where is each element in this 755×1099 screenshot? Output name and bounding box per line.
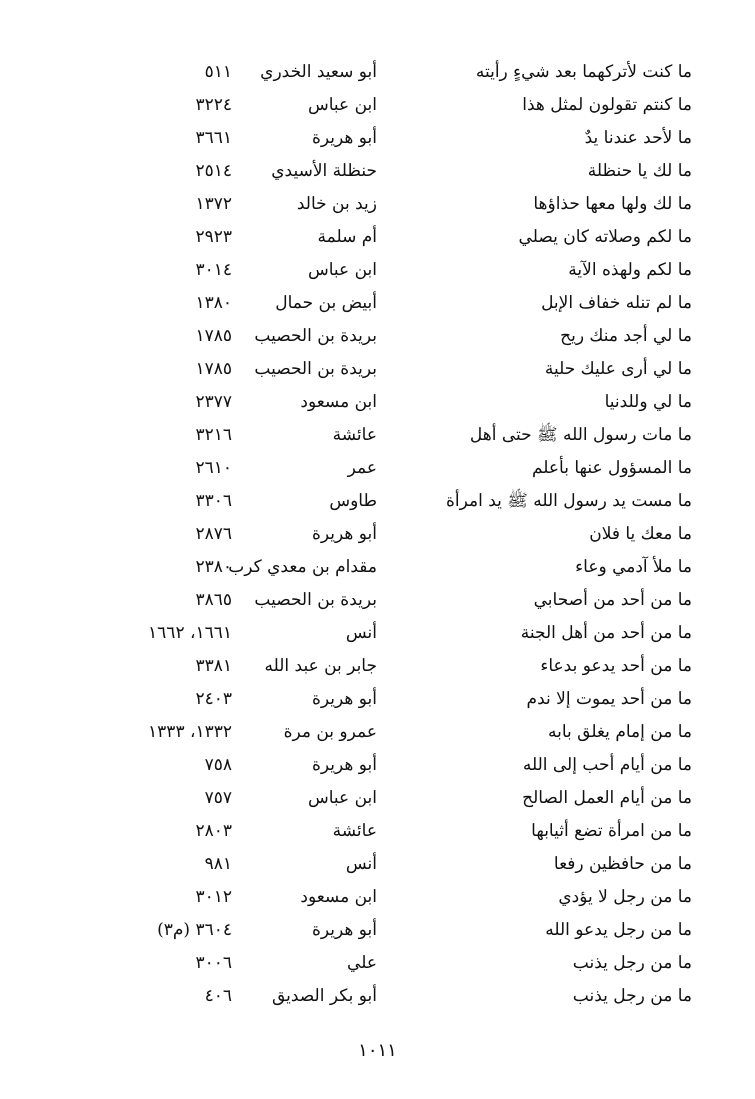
narrator-name: أنس — [345, 623, 377, 643]
hadith-number: ٣٦٠٤ (م٣) — [157, 920, 232, 940]
hadith-text: ما من أيام أحب إلى الله — [522, 755, 692, 775]
narrator-name: أم سلمة — [317, 227, 377, 247]
hadith-number: ٣٣٠٦ — [195, 491, 232, 511]
hadith-number: ٣٠١٤ — [195, 260, 232, 280]
hadith-text: ما لك يا حنظلة — [587, 161, 692, 181]
hadith-text: ما لي وللدنيا — [604, 392, 692, 412]
narrator-name: أبو هريرة — [311, 755, 377, 775]
hadith-number: ٧٥٧ — [204, 788, 232, 808]
narrator-name: ابن عباس — [307, 788, 377, 808]
hadith-number: ٣٨٦٥ — [195, 590, 232, 610]
hadith-text: ما من أيام العمل الصالح — [522, 788, 692, 808]
hadith-text: ما معك يا فلان — [589, 524, 692, 544]
hadith-number: ١٦٦١، ١٦٦٢ — [148, 623, 232, 643]
index-row — [120, 551, 692, 584]
hadith-index-table — [120, 56, 692, 1013]
narrator-name: عائشة — [332, 425, 377, 445]
hadith-text: ما من امرأة تضع أثيابها — [531, 821, 692, 841]
index-row — [120, 155, 692, 188]
index-row — [120, 848, 692, 881]
hadith-text: ما لي أرى عليك حلية — [544, 359, 692, 379]
hadith-text: ما المسؤول عنها بأعلم — [531, 458, 692, 478]
index-row — [120, 749, 692, 782]
hadith-number: ٢٨٠٣ — [195, 821, 232, 841]
index-row — [120, 254, 692, 287]
index-row — [120, 386, 692, 419]
index-row — [120, 650, 692, 683]
hadith-number: ٥١١ — [204, 62, 232, 82]
narrator-name: أبو هريرة — [311, 128, 377, 148]
hadith-text: ما مست يد رسول الله ﷺ يد امرأة — [446, 491, 692, 511]
index-row — [120, 188, 692, 221]
narrator-name: أبو هريرة — [311, 920, 377, 940]
hadith-text: ما لم تنله خفاف الإبل — [541, 293, 692, 313]
narrator-name: ابن عباس — [307, 95, 377, 115]
index-row — [120, 881, 692, 914]
hadith-number: ٢٦١٠ — [195, 458, 232, 478]
hadith-text: ما لكم وصلاته كان يصلي — [518, 227, 692, 247]
hadith-text: ما من أحد يدعو بدعاء — [540, 656, 692, 676]
hadith-text: ما من أحد من أهل الجنة — [520, 623, 692, 643]
narrator-name: أبو سعيد الخدري — [260, 62, 377, 82]
narrator-name: أنس — [345, 854, 377, 874]
index-row — [120, 485, 692, 518]
narrator-name: ابن عباس — [307, 260, 377, 280]
index-row — [120, 980, 692, 1013]
index-row — [120, 89, 692, 122]
index-row — [120, 56, 692, 89]
hadith-text: ما من أحد يموت إلا ندم — [526, 689, 692, 709]
hadith-text: ما من رجل يدعو الله — [545, 920, 692, 940]
hadith-number: ٣٠١٢ — [195, 887, 232, 907]
narrator-name: زيد بن خالد — [296, 194, 377, 214]
index-row — [120, 353, 692, 386]
index-row — [120, 320, 692, 353]
index-row — [120, 947, 692, 980]
hadith-number: ٧٥٨ — [204, 755, 232, 775]
hadith-number: ١٧٨٥ — [195, 326, 232, 346]
narrator-name: أبو هريرة — [311, 524, 377, 544]
hadith-text: ما لكم ولهذه الآية — [568, 260, 692, 280]
hadith-number: ٢٣٨٠ — [195, 557, 232, 577]
narrator-name: جابر بن عبد الله — [264, 656, 377, 676]
hadith-number: ١٣٨٠ — [195, 293, 232, 313]
hadith-number: ٤٠٦ — [204, 986, 232, 1006]
index-row — [120, 815, 692, 848]
index-row — [120, 617, 692, 650]
index-row — [120, 221, 692, 254]
hadith-text: ما ملأ آدمي وعاء — [575, 557, 692, 577]
hadith-number: ٢٨٧٦ — [195, 524, 232, 544]
hadith-number: ٢٤٠٣ — [195, 689, 232, 709]
index-row — [120, 122, 692, 155]
index-row — [120, 716, 692, 749]
hadith-number: ٣٢٢٤ — [195, 95, 232, 115]
hadith-number: ١٣٣٢، ١٣٣٣ — [148, 722, 232, 742]
hadith-number: ٣٢١٦ — [195, 425, 232, 445]
hadith-number: ١٧٨٥ — [195, 359, 232, 379]
narrator-name: أبو بكر الصديق — [271, 986, 377, 1006]
narrator-name: حنظلة الأسيدي — [271, 161, 377, 181]
narrator-name: عائشة — [332, 821, 377, 841]
narrator-name: ابن مسعود — [300, 392, 377, 412]
hadith-text: ما لك ولها معها حذاؤها — [533, 194, 692, 214]
hadith-number: ٩٨١ — [204, 854, 232, 874]
hadith-text: ما مات رسول الله ﷺ حتى أهل — [469, 425, 692, 445]
index-row — [120, 584, 692, 617]
hadith-text: ما من رجل لا يؤدي — [558, 887, 692, 907]
index-row — [120, 287, 692, 320]
narrator-name: ابن مسعود — [300, 887, 377, 907]
hadith-text: ما لأحد عندنا يدٌ — [584, 128, 692, 148]
index-row — [120, 782, 692, 815]
hadith-number: ٢٣٧٧ — [195, 392, 232, 412]
narrator-name: بريدة بن الحصيب — [254, 359, 377, 379]
hadith-number: ١٣٧٢ — [195, 194, 232, 214]
narrator-name: بريدة بن الحصيب — [254, 326, 377, 346]
narrator-name: عمرو بن مرة — [283, 722, 377, 742]
hadith-text: ما من أحد من أصحابي — [533, 590, 692, 610]
hadith-number: ٣٣٨١ — [195, 656, 232, 676]
hadith-number: ٢٥١٤ — [195, 161, 232, 181]
narrator-name: أبو هريرة — [311, 689, 377, 709]
index-row — [120, 452, 692, 485]
page-number: ١٠١١ — [358, 1040, 397, 1061]
narrator-name: عمر — [347, 458, 377, 478]
index-row — [120, 914, 692, 947]
narrator-name: أبيض بن حمال — [275, 293, 377, 313]
hadith-text: ما كنت لأتركهما بعد شيءٍ رأيته — [475, 62, 692, 82]
index-row — [120, 518, 692, 551]
narrator-name: بريدة بن الحصيب — [254, 590, 377, 610]
hadith-number: ٢٩٢٣ — [195, 227, 232, 247]
hadith-text: ما لي أجد منك ريح — [560, 326, 692, 346]
hadith-text: ما من رجل يذنب — [572, 953, 692, 973]
index-row — [120, 419, 692, 452]
hadith-text: ما كنتم تقولون لمثل هذا — [522, 95, 692, 115]
hadith-number: ٣٠٠٦ — [195, 953, 232, 973]
narrator-name: علي — [347, 953, 377, 973]
hadith-number: ٣٦٦١ — [195, 128, 232, 148]
hadith-text: ما من إمام يغلق بابه — [548, 722, 692, 742]
narrator-name: طاوس — [329, 491, 377, 511]
hadith-text: ما من حافظين رفعا — [553, 854, 692, 874]
index-row — [120, 683, 692, 716]
hadith-text: ما من رجل يذنب — [572, 986, 692, 1006]
narrator-name: مقدام بن معدي كرب — [228, 557, 377, 577]
